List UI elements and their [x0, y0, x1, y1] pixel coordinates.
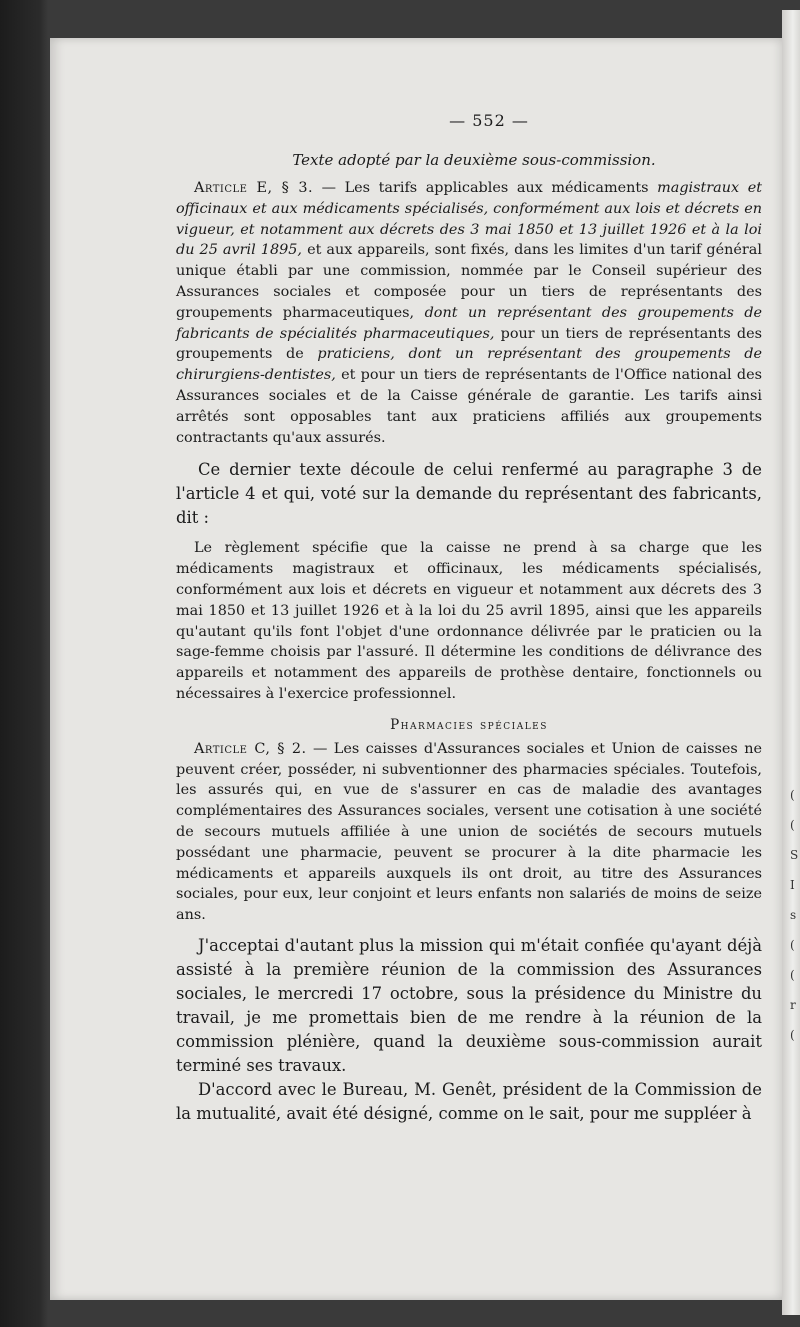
article-e-italic-1: magistraux et officinaux et aux médicaments spécialisés, conformément aux lois et décrets en vigueur, et notamment aux décrets des 3 mai 1850 et 13 juillet 1926 et à la loi du 25 avril 1895, [176, 180, 762, 259]
article-e-paragraph [176, 178, 762, 448]
body-paragraph-1: Ce dernier texte découle de celui renfermé au paragraphe 3 de l'article 4 et qui, voté sur la demande du représentant des fabricants, dit : [176, 460, 762, 528]
article-e-text-1: — Les tarifs applicables aux médicaments [313, 180, 658, 196]
margin-mark: ( [790, 968, 795, 982]
margin-mark: ( [790, 788, 795, 802]
margin-mark: ( [790, 938, 795, 952]
margin-mark: ( [790, 818, 795, 832]
article-c-paragraph [176, 739, 762, 926]
article-e-italic-3: praticiens, dont un représentant des groupements de chirurgiens-dentistes, [176, 346, 762, 384]
adopted-text-heading: Texte adopté par la deuxième sous-commission. [292, 151, 656, 169]
section-heading: Pharmacies spéciales [390, 716, 548, 733]
article-c-text: — Les caisses d'Assurances sociales et Union de caisses ne peuvent créer, posséder, ni subventionner des pharmacies spéciales. Toutefois, les assurés qui, en vue de s'assurer en cas de maladie des avantages complémentaires des Assurances sociales, versent une cotisation à une société de secours mutuels affiliée à une union de sociétés de secours mutuels possédant une pharmacie, peuvent se procurer à la dite pharmacie les médicaments et appareils auxquels ils ont droit, au titre des Assurances sociales, pour eux, leur conjoint et leurs enfants non salariés de moins de seize ans. [176, 740, 762, 924]
margin-mark: S [790, 848, 799, 862]
page-number: — 552 — [449, 111, 529, 130]
article-c-label: Article C, § 2. [194, 740, 307, 757]
article-e-text-4: et pour un tiers de représentants de l'Office national des Assurances sociales et de la Caisse générale de garantie. Les tarifs ainsi arrêtés sont opposables tant aux praticiens affiliés aux groupements contractants qu'aux assurés. [176, 367, 762, 446]
page-text-block [176, 110, 762, 1126]
body-paragraph-2: J'acceptai d'autant plus la mission qui m'était confiée qu'ayant déjà assisté à la première réunion de la commission des Assurances sociales, le mercredi 17 octobre, sous la présidence du Ministre du travail, je me promettais bien de me rendre à la réunion de la commission plénière, quand la deuxième sous-commission aurait terminé ses travaux. [176, 935, 762, 1075]
article-e-label: Article E, § 3. [194, 180, 314, 196]
margin-mark: r [790, 998, 796, 1012]
adjacent-page-margin-marks [790, 780, 800, 1050]
body-paragraph-3: D'accord avec le Bureau, M. Genêt, président de la Commission de la mutualité, avait été désigné, comme on le sait, pour me suppléer à [176, 1079, 762, 1123]
margin-mark: ( [790, 1028, 795, 1042]
article-e-italic-2: dont un représentant des groupements de fabricants de spécialités pharmaceutiques, [176, 304, 762, 342]
margin-mark: s [790, 908, 797, 922]
article-e-text-2: et aux appareils, sont fixés, dans les limites d'un tarif général unique établi par une commission, nommée par le Conseil supérieur des Assurances sociales et composée pour un tiers de représentants des groupements pharmaceutiques, [176, 242, 762, 321]
margin-mark: I [790, 878, 795, 892]
article-e-text-3: pour un tiers de représentants des groupements de [176, 325, 762, 363]
quoted-regulation-paragraph: Le règlement spécifie que la caisse ne prend à sa charge que les médicaments magistraux et officinaux, les médicaments spécialisés, conformément aux lois et décrets en vigueur et notamment aux décrets des 3 mai 1850 et 13 juillet 1926 et à la loi du 25 avril 1895, ainsi que les appareils qu'autant qu'ils font l'objet d'une ordonnance délivrée par le praticien ou la sage-femme choisis par l'assuré. Il détermine les conditions de délivrance des appareils et notamment des appareils de prothèse dentaire, fonctionnels ou nécessaires à l'exercice professionnel. [176, 540, 762, 702]
next-page-edge [782, 10, 800, 1315]
